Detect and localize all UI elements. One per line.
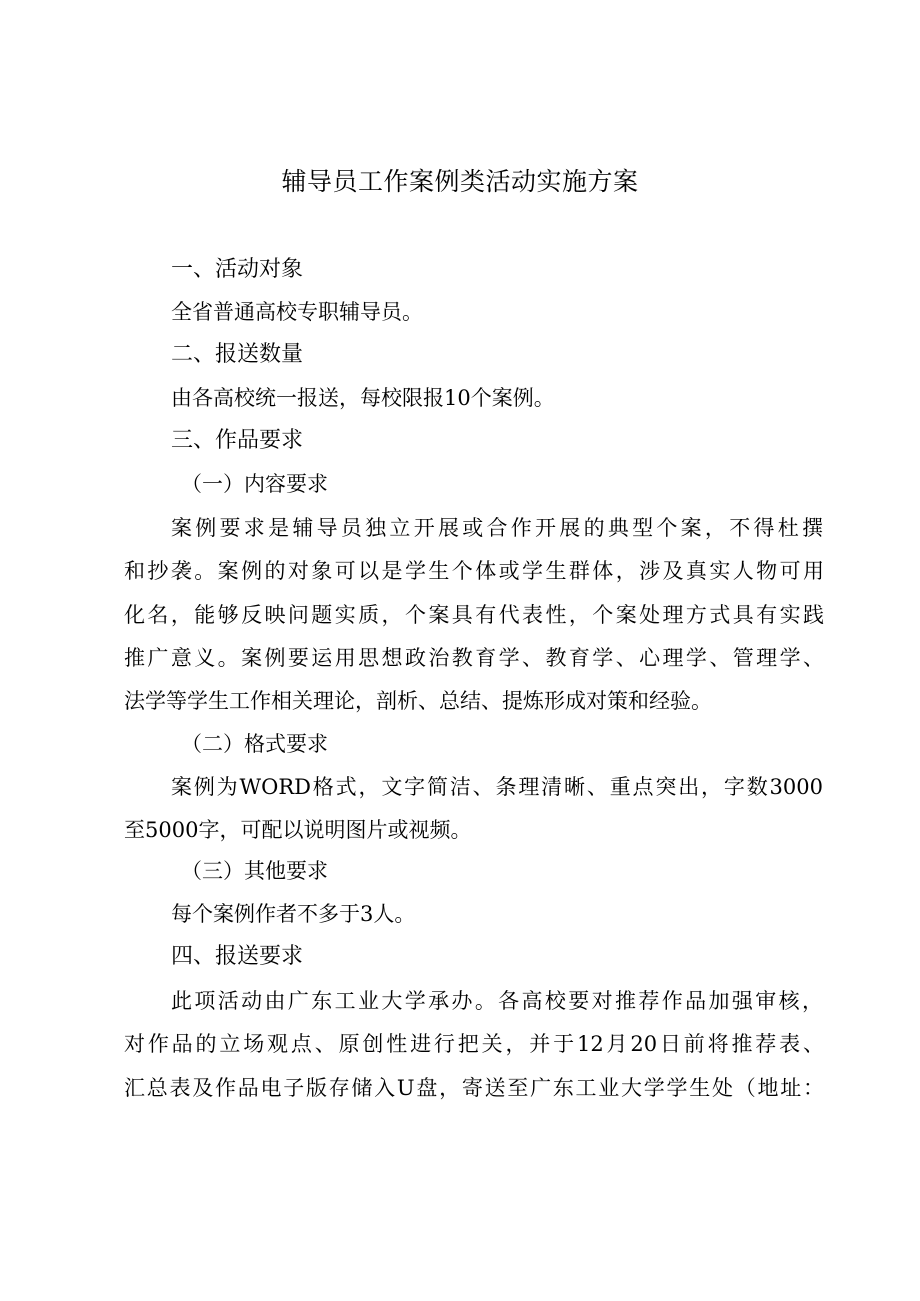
paragraph-line: 化名，能够反映问题实质，个案具有代表性，个案处理方式具有实践: [124, 603, 824, 627]
paragraph-line: 至5000字，可配以说明图片或视频。: [124, 818, 472, 842]
paragraph-line: 法学等学生工作相关理论，剖析、总结、提炼形成对策和经验。: [124, 689, 712, 713]
section-body-target: 全省普通高校专职辅导员。: [171, 300, 423, 324]
paragraph-line: 案例要求是辅导员独立开展或合作开展的典型个案，不得杜撰: [171, 516, 823, 540]
subsection-heading-content: （一）内容要求: [181, 472, 328, 496]
paragraph-line: 汇总表及作品电子版存储入U盘，寄送至广东工业大学学生处（地址：: [124, 1076, 824, 1100]
paragraph-line: 案例为WORD格式，文字简洁、条理清晰、重点突出，字数3000: [171, 775, 823, 799]
paragraph-line: 对作品的立场观点、原创性进行把关，并于12月20日前将推荐表、: [124, 1032, 824, 1056]
subsection-heading-format: （二）格式要求: [181, 732, 328, 756]
paragraph-line: 推广意义。案例要运用思想政治教育学、教育学、心理学、管理学、: [124, 646, 824, 670]
paragraph-line: 和抄袭。案例的对象可以是学生个体或学生群体，涉及真实人物可用: [124, 559, 824, 583]
section-heading-quantity: 二、报送数量: [171, 342, 304, 367]
document-title: 辅导员工作案例类活动实施方案: [281, 167, 639, 196]
paragraph-line: 此项活动由广东工业大学承办。各高校要对推荐作品加强审核，: [171, 989, 823, 1013]
section-heading-target: 一、活动对象: [171, 257, 304, 282]
paragraph-line: 每个案例作者不多于3人。: [171, 902, 416, 926]
section-heading-submission: 四、报送要求: [171, 944, 304, 969]
section-heading-requirements: 三、作品要求: [171, 428, 304, 453]
subsection-heading-other: （三）其他要求: [181, 859, 328, 883]
section-body-quantity: 由各高校统一报送，每校限报10个案例。: [171, 386, 555, 410]
